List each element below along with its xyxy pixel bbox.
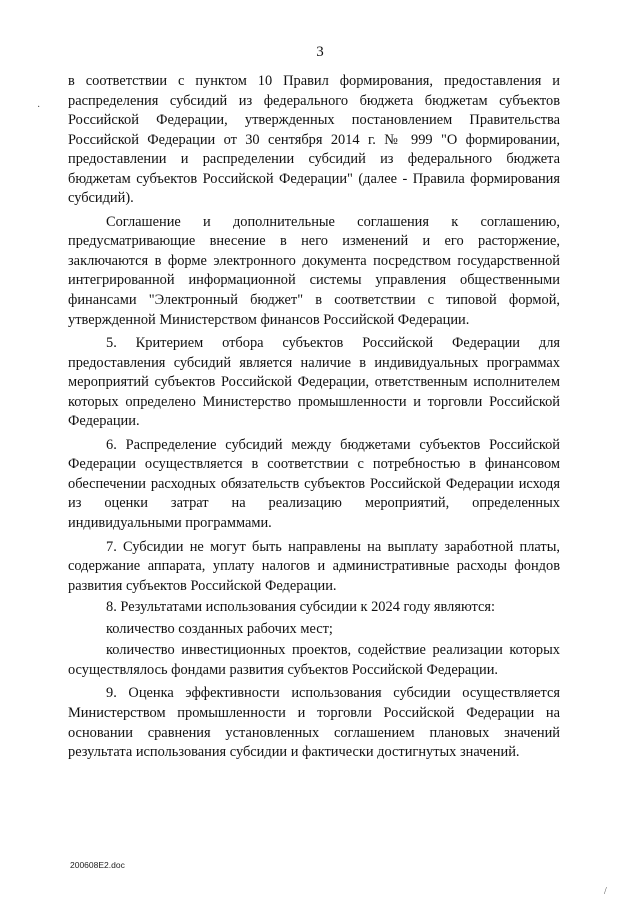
paragraph-item-8-result-2: количество инвестиционных проектов, содействие реализации которых осуществлялось фондами развития субъектов Российской Федерации. bbox=[68, 642, 560, 678]
page-number: 3 bbox=[316, 44, 324, 60]
paragraph-item-9: 9. Оценка эффективности использования субсидии осуществляется Министерством промышленности и торговли Российской Федерации на основании сравнения установленных соглашением плановых значений результата использования субсидии и фактически достигнутых значений. bbox=[68, 685, 560, 761]
paragraph-agreement: Соглашение и дополнительные соглашения к соглашению, предусматривающие внесение в него изменений и его расторжение, заключаются в форме электронного документа посредством государственной интегрированной информационной системы управления общественными финансами "Электронный бюджет" в соответствии с типовой формой, утвержденной Министерством финансов Российской Федерации. bbox=[68, 213, 560, 328]
corner-mark: / bbox=[604, 886, 607, 897]
paragraph-item-8: 8. Результатами использования субсидии к 2024 году являются: bbox=[106, 599, 495, 616]
paragraph-item-6: 6. Распределение субсидий между бюджетами субъектов Российской Федерации осуществляется в соответствии с потребностью в финансовом обеспечении расходных обязательств субъектов Российской Федерации исходя из оценки затрат на реализацию мероприятий, определенных индивидуальными программами. bbox=[68, 436, 560, 532]
footer-file-code: 200608E2.doc bbox=[70, 860, 125, 870]
paragraph-item-5: 5. Критерием отбора субъектов Российской Федерации для предоставления субсидий является наличие в индивидуальных программах мероприятий субъектов Российской Федерации, ответственным исполнителем которых определено Министерство промышленности и торговли Российской Федерации. bbox=[68, 335, 560, 430]
paragraph-item-7: 7. Субсидии не могут быть направлены на выплату заработной платы, содержание аппарата, уплату налогов и административные расходы фондов развития субъектов Российской Федерации. bbox=[68, 538, 560, 594]
paragraph-item-8-result-1: количество созданных рабочих мест; bbox=[106, 620, 333, 637]
paragraph-continuation: в соответствии с пунктом 10 Правил формирования, предоставления и распределения субсидий из федерального бюджета бюджетам субъектов Российской Федерации, утвержденных постановлением Правительства Российской Федерации от 30 сентября 2014 г. № 999 "О формировании, предоставлении и распределении субсидий из федерального бюджета бюджетам субъектов Российской Федерации" (далее - Правила формирования субсидий). bbox=[68, 73, 560, 207]
document-body bbox=[68, 72, 560, 763]
margin-mark: · bbox=[37, 102, 41, 113]
